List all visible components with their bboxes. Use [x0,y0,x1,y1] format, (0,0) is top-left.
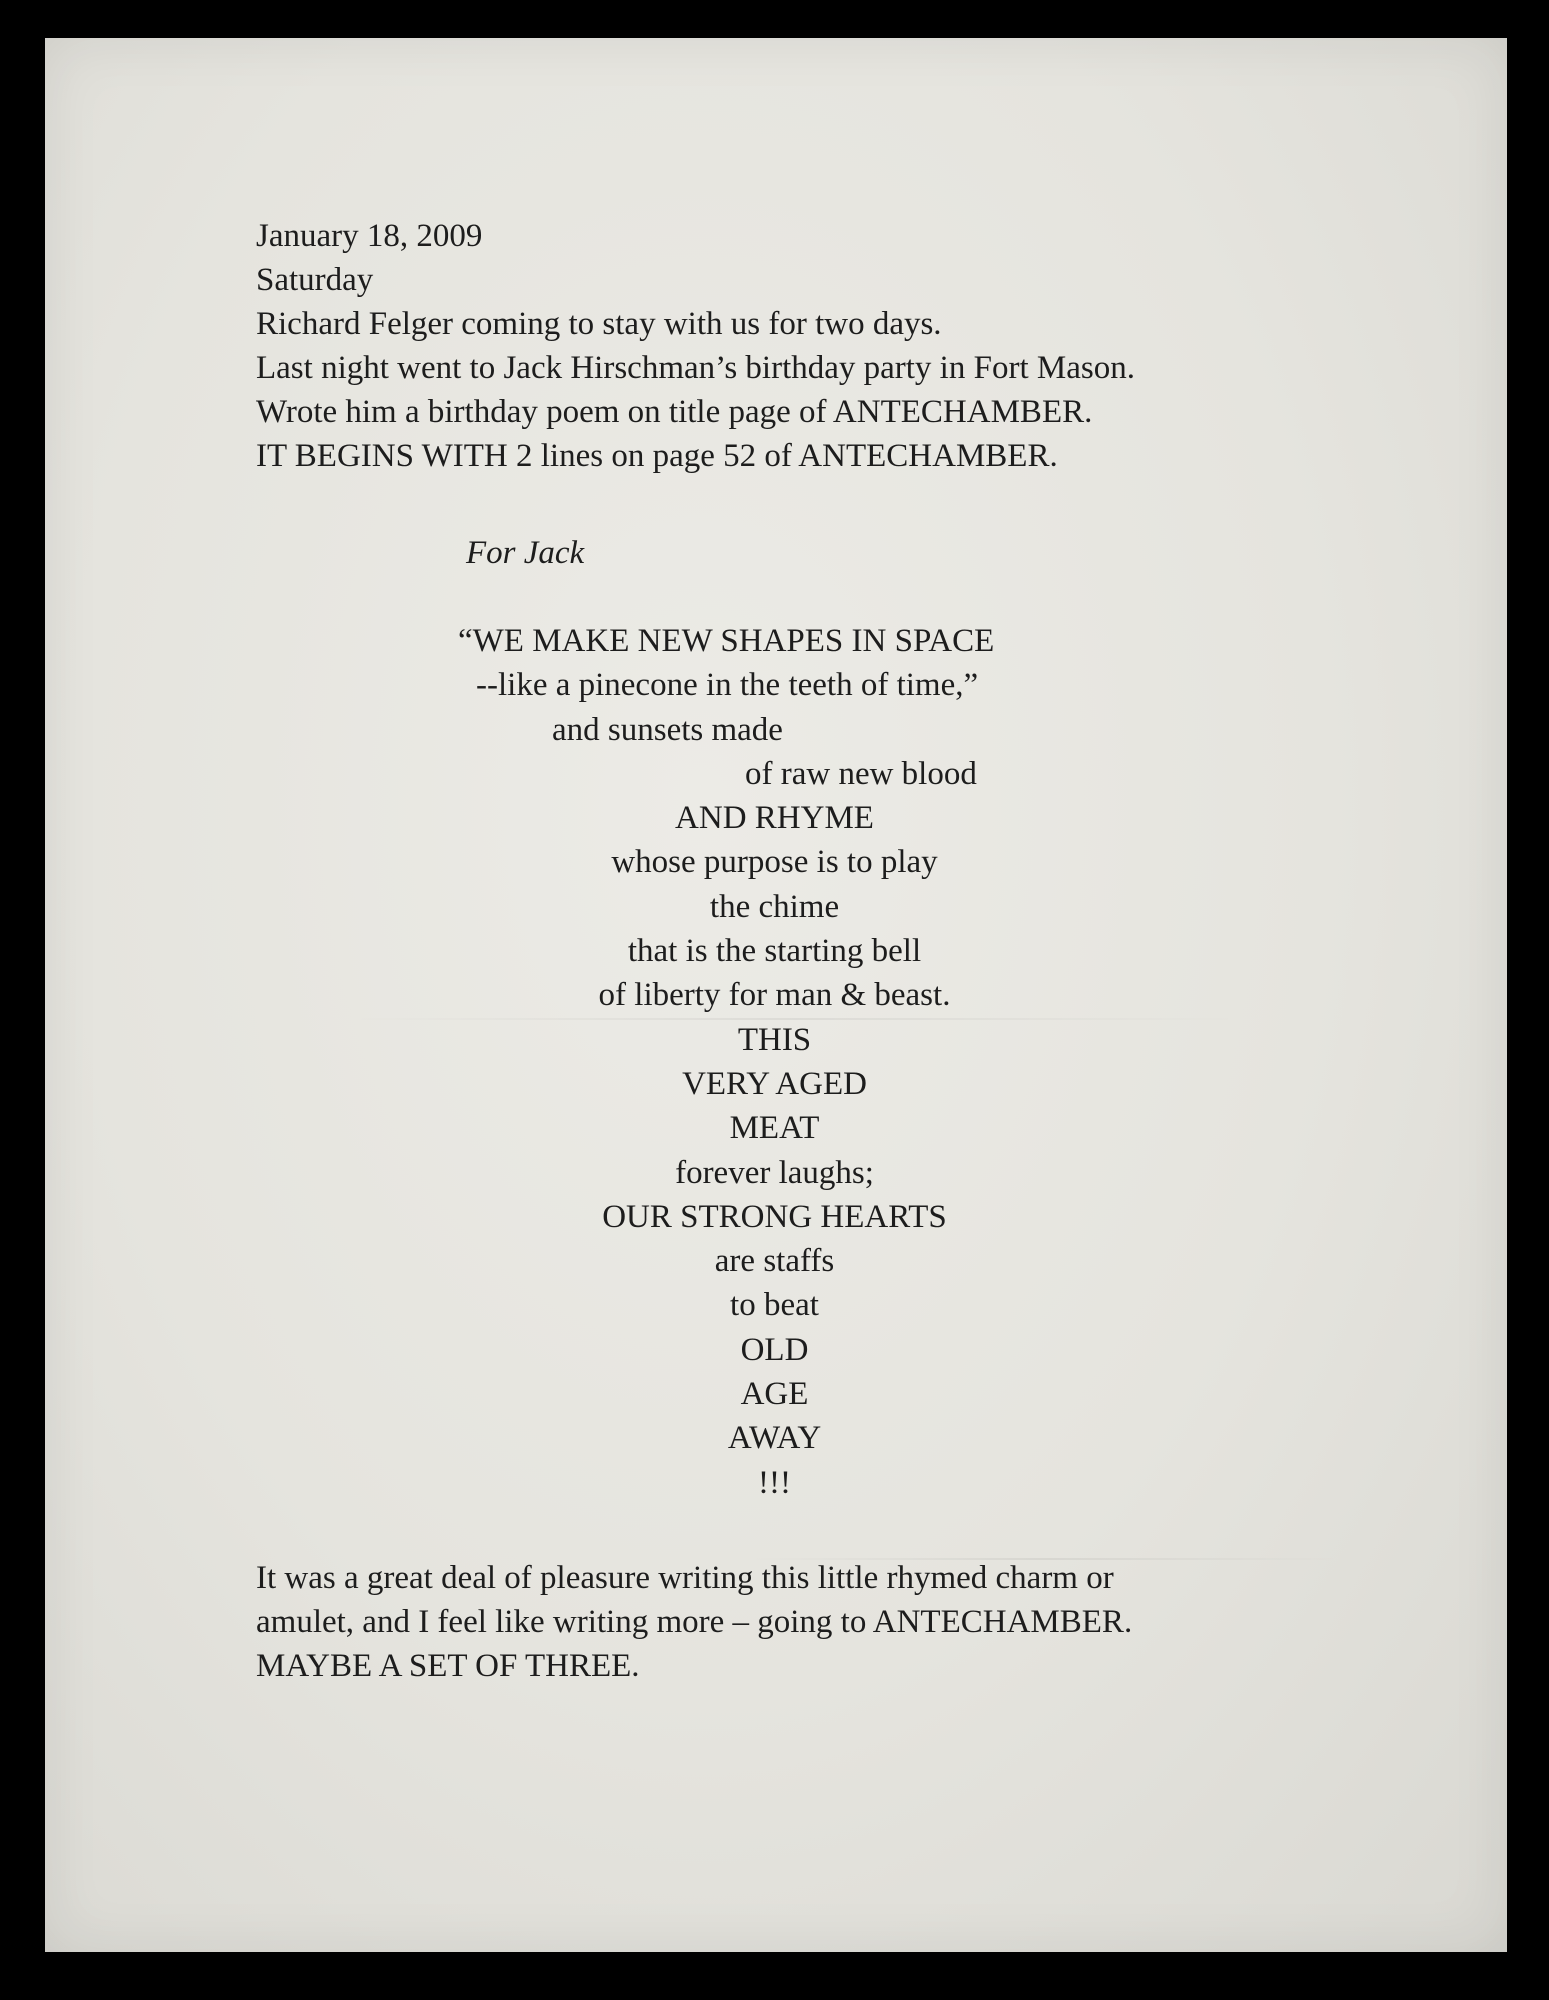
journal-header [256,214,1135,478]
poem-line: of liberty for man & beast. [598,977,951,1014]
entry-line: Wrote him a birthday poem on title page of ANTECHAMBER. [256,394,1093,430]
poem-line: AGE [740,1376,809,1413]
poem-line: of raw new blood [745,755,977,792]
poem-line: OUR STRONG HEARTS [602,1198,947,1235]
entry-line: IT BEGINS WITH 2 lines on page 52 of ANTECHAMBER. [256,438,1058,474]
footer-line: amulet, and I feel like writing more – going to ANTECHAMBER. [256,1604,1133,1640]
poem-line: are staffs [714,1243,835,1280]
poem-line: THIS [737,1021,812,1058]
poem-line: forever laughs; [675,1154,874,1191]
poem-line: MEAT [729,1110,820,1147]
poem-line: OLD [740,1331,809,1368]
footer-line: MAYBE A SET OF THREE. [256,1648,640,1684]
poem-line: and sunsets made [552,711,783,748]
entry-date: January 18, 2009 [256,218,483,254]
entry-line: Last night went to Jack Hirschman’s birthday party in Fort Mason. [256,350,1135,386]
poem-body [0,619,1549,1505]
entry-line: Richard Felger coming to stay with us for two days. [256,306,942,342]
entry-day: Saturday [256,262,374,298]
poem-dedication: For Jack [466,535,585,571]
poem-line: “WE MAKE NEW SHAPES IN SPACE [458,623,995,659]
poem-line: VERY AGED [682,1065,867,1102]
journal-footer [256,1556,1132,1688]
poem-line: whose purpose is to play [611,844,938,881]
poem-line: --like a pinecone in the teeth of time,” [476,667,979,704]
poem-line: AWAY [727,1420,822,1457]
poem-line: that is the starting bell [627,933,922,970]
footer-line: It was a great deal of pleasure writing this little rhymed charm or [256,1560,1114,1596]
poem-line: the chime [709,888,840,925]
poem-line: to beat [730,1287,819,1324]
poem-line: AND RHYME [675,800,874,837]
poem-line: !!! [758,1464,791,1501]
